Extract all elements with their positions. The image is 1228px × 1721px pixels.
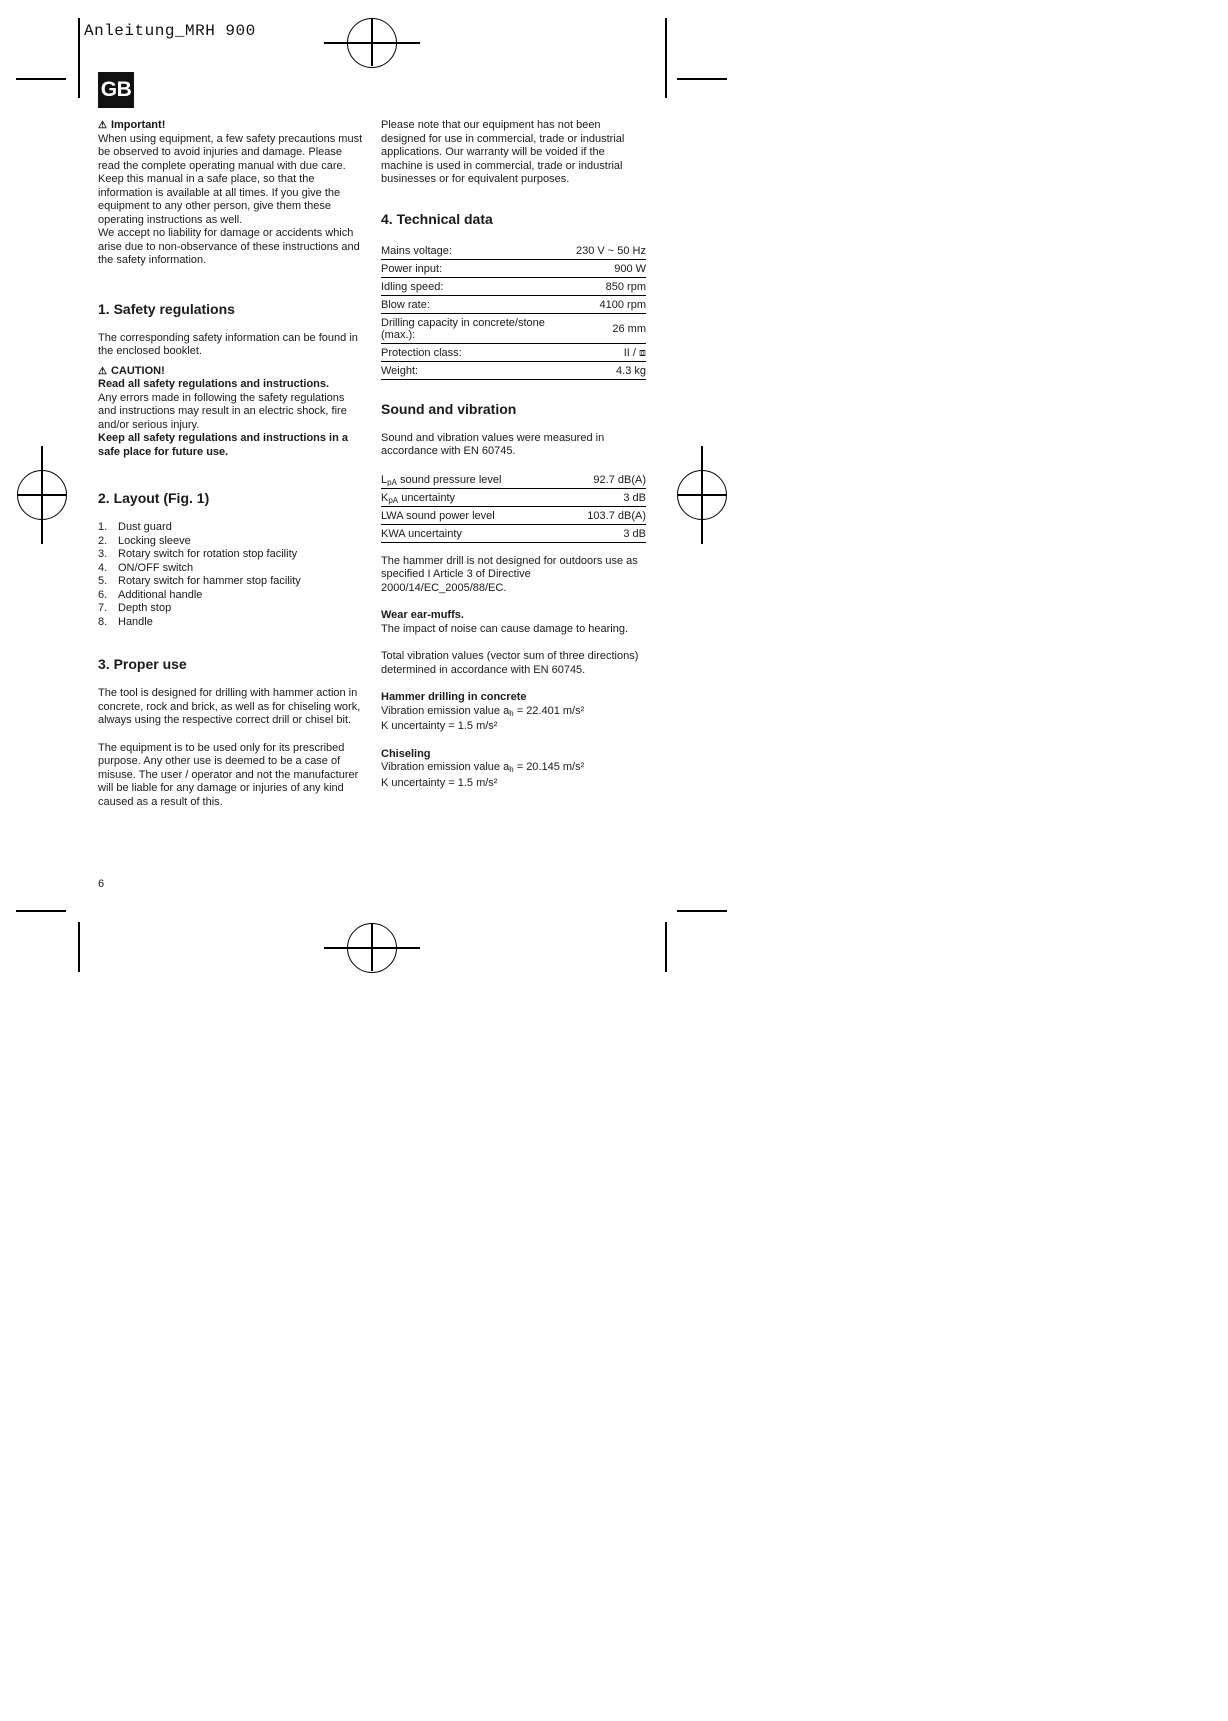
list-item: 6. Additional handle [98,588,203,601]
vibration-total-text: Total vibration values (vector sum of three directions) determined in accordance with EN 60745. [381,650,639,676]
list-item: 8. Handle [98,615,153,628]
table-row: Power input: 900 W [381,259,646,277]
crop-mark-bottom-right-v [665,922,667,972]
table-row: Drilling capacity in concrete/stone (max.): 26 mm [381,313,646,343]
table-row: LWA sound power level 103.7 dB(A) [381,506,646,524]
page-number: 6 [98,878,105,890]
sound-intro-text: Sound and vibration values were measured in accordance with EN 60745. [381,431,605,457]
warning-icon: ⚠ [98,120,107,131]
sound-data-table [381,471,646,543]
ear-muffs-heading: Wear ear-muffs. [381,609,464,621]
misuse-text: The equipment is to be used only for its prescribed purpose. Any other use is deemed to be a case of misuse. The user / operator and not the manufacturer will be liable for any damage or injuries of any kind caused as a result of this. [98,741,359,808]
caution-keep-instructions: Keep all safety regulations and instructions in a safe place for future use. [98,432,349,458]
caution-read-instructions: Read all safety regulations and instructions. [98,378,330,390]
list-item: 1. Dust guard [98,521,172,533]
ear-muffs-text: The impact of noise can cause damage to hearing. [381,622,629,635]
document-header-title: Anleitung_MRH 900 [84,22,256,40]
caution-heading: ⚠ CAUTION! [98,364,165,377]
layout-list [98,521,363,629]
chisel-vibration-value: Vibration emission value $a_h = 20.145$ m/s² [381,761,585,774]
hammer-drilling-heading: Hammer drilling in concrete [381,691,527,703]
table-row: $K_{pA}$ uncertainty 3 dB [381,488,646,506]
liability-text: We accept no liability for damage or accidents which arise due to non-observance of these instructions and the safety information. [98,227,360,266]
crop-mark-bottom-left-h [16,910,66,912]
proper-use-text: The tool is designed for drilling with hammer action in concrete, rock and brick, as well as for chiseling work, always using the respective correct drill or chisel bit. [98,687,361,726]
warning-icon: ⚠ [98,365,107,377]
safety-text: The corresponding safety information can be found in the enclosed booklet. [98,331,358,357]
language-badge: GB [98,72,134,108]
important-text: When using equipment, a few safety precautions must be observed to avoid injuries and damage. Please read the complete operating manual with due care. Keep this manual in a safe place, so that the information is available at all times. If you give the equipment to any other person, give them these operating instructions as well. [98,132,363,226]
table-row: KWA uncertainty 3 dB [381,524,646,542]
hammer-vibration-value: Vibration emission value $a_h = 22.401$ m/s² [381,704,585,718]
sound-vibration-heading: Sound and vibration [381,400,517,417]
list-item: 2. Locking sleeve [98,534,191,547]
chiseling-heading: Chiseling [381,747,431,760]
right-column [381,119,646,790]
crop-mark-bottom-right-h [677,910,727,912]
table-row: Protection class: II / ⧈ [381,343,646,361]
crop-mark-top-right-v [665,18,667,98]
table-row: Idling speed: 850 rpm [381,277,646,295]
crop-mark-bottom-left-v [78,922,80,972]
safety-heading: 1. Safety regulations [98,300,235,317]
list-item: 3. Rotary switch for rotation stop facility [98,548,298,560]
crop-mark-top-left-v [78,18,80,98]
table-row: Weight: 4.3 kg [381,361,646,379]
table-row: Blow rate: 4100 rpm [381,295,646,313]
table-row: Mains voltage: 230 V ~ 50 Hz [381,242,646,260]
commercial-use-note: Please note that our equipment has not been designed for use in commercial, trade or industrial applications. Our warranty will be voided if the machine is used in commercial, trade or industrial businesses or for equivalent purposes. [381,119,625,185]
outdoor-use-text: The hammer drill is not designed for outdoors use as specified I Article 3 of Directive 2000/14/EC_2005/88/EC. [381,554,638,594]
caution-text: Any errors made in following the safety regulations and instructions may result in an electric shock, fire and/or serious injury. [98,391,347,431]
hammer-k-uncertainty: K uncertainty = 1.5 m/s² [381,720,498,732]
list-item: 7. Depth stop [98,602,172,614]
important-heading: ⚠ Important! [98,119,166,131]
proper-use-heading: 3. Proper use [98,656,187,672]
table-row: $L_{pA}$ sound pressure level 92.7 dB(A) [381,471,646,489]
technical-data-heading: 4. Technical data [381,210,493,227]
crop-mark-top-left-h [16,78,66,80]
chisel-k-uncertainty: K uncertainty = 1.5 m/s² [381,776,498,789]
crop-mark-top-right-h [677,78,727,80]
list-item: 4. ON/OFF switch [98,561,194,574]
list-item: 5. Rotary switch for hammer stop facility [98,575,301,587]
layout-heading: 2. Layout (Fig. 1) [98,490,210,506]
technical-data-table [381,242,646,380]
left-column [98,119,363,809]
